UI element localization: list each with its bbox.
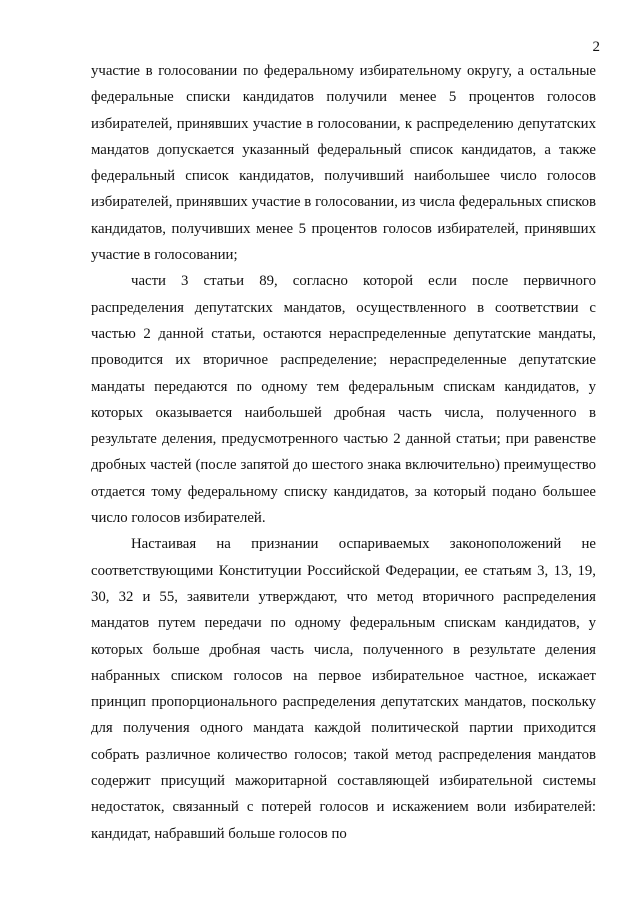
paragraph-article-89-part-3: части 3 статьи 89, согласно которой если после первичного распределения депутатских мандатов, осуществленного в соответствии с частью 2 данной статьи, остаются нераспределенные депутатские мандаты, проводится их вторичное распределение; нераспределенные депутатские мандаты передаются по одному тем федеральным спискам кандидатов, у которых оказывается наибольшей дробная часть числа, полученного в результате деления, предусмотренного частью 2 данной статьи; при равенстве дробных частей (после запятой до шестого знака включительно) преимущество отдается тому федеральному списку кандидатов, за который подано большее число голосов избирателей.	[91, 273, 596, 527]
page-number: 2	[592, 39, 600, 55]
document-body	[91, 58, 596, 847]
paragraph-continuation: участие в голосовании по федеральному избирательному округу, а остальные федеральные списки кандидатов получили менее 5 процентов голосов избирателей, принявших участие в голосовании, к распределению депутатских мандатов допускается указанный федеральный список кандидатов, а также федеральный список кандидатов, получивший наибольшее число голосов избирателей, принявших участие в голосовании, из числа федеральных списков кандидатов, получивших менее 5 процентов голосов избирателей, принявших участие в голосовании;	[91, 63, 596, 264]
paragraph-applicants-claim: Настаивая на признании оспариваемых законоположений не соответствующими Конституции Российской Федерации, ее статьям 3, 13, 19, 30, 32 и 55, заявители утверждают, что метод вторичного распределения мандатов путем передачи по одному федеральным спискам кандидатов, у которых больше дробная часть числа, полученного в результате деления набранных списком голосов на первое избирательное частное, искажает принцип пропорционального распределения депутатских мандатов, поскольку для получения одного мандата каждой политической партии приходится собрать различное количество голосов; такой метод распределения мандатов содержит присущий мажоритарной составляющей избирательной системы недостаток, связанный с потерей голосов и искажением воли избирателей: кандидат, набравший больше голосов по	[91, 536, 596, 842]
